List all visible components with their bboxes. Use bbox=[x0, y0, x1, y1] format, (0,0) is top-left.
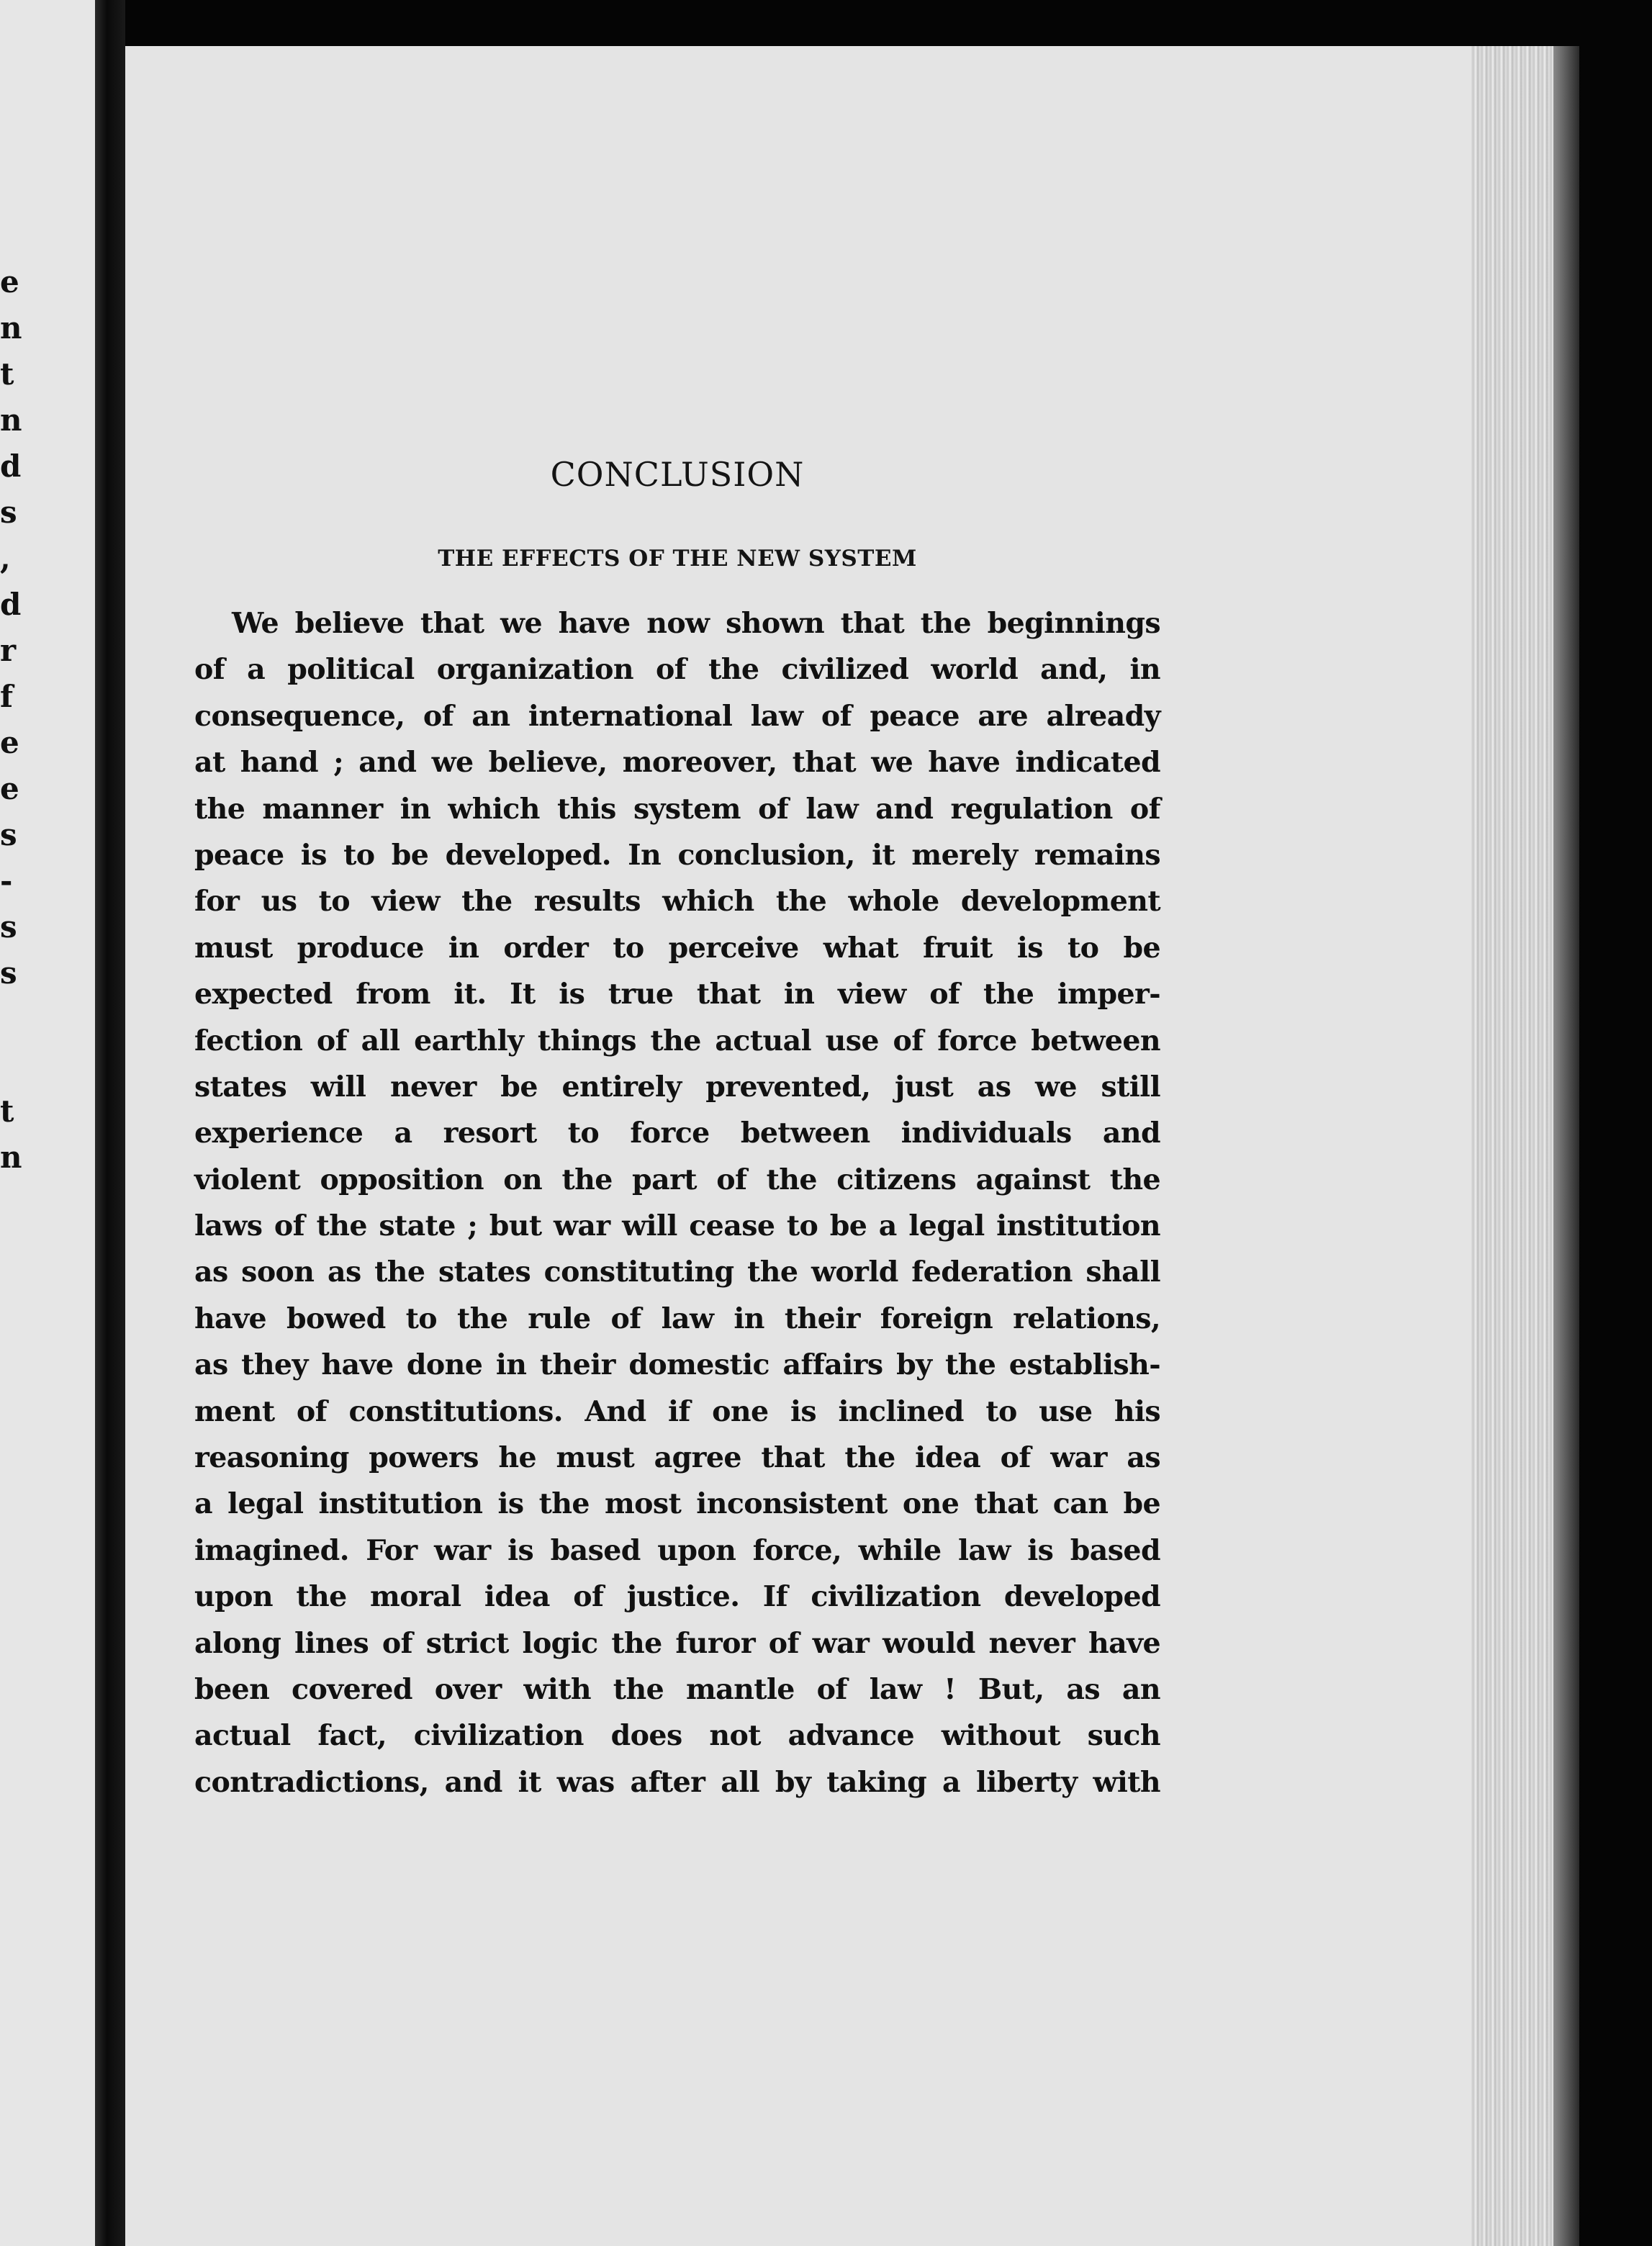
text-line: as soon as the states constituting the world federation shall bbox=[194, 1255, 1160, 1289]
facing-letter: s bbox=[0, 909, 17, 944]
text-line: must produce in order to perceive what fruit is to be bbox=[194, 931, 1160, 965]
text-line: along lines of strict logic the furor of war would never have bbox=[194, 1626, 1160, 1660]
text-line: upon the moral idea of justice. If civilization developed bbox=[194, 1580, 1160, 1614]
text-line: reasoning powers he must agree that the idea of war as bbox=[194, 1441, 1160, 1475]
facing-letter: s bbox=[0, 817, 17, 852]
text-line: a legal institution is the most inconsistent one that can be bbox=[194, 1487, 1160, 1521]
chapter-subtitle: THE EFFECTS OF THE NEW SYSTEM bbox=[438, 546, 917, 572]
text-line: experience a resort to force between individuals and bbox=[194, 1117, 1160, 1150]
text-line: violent opposition on the part of the citizens against the bbox=[194, 1163, 1160, 1196]
book-gutter bbox=[95, 0, 125, 2246]
text-line: the manner in which this system of law and regulation of bbox=[194, 792, 1160, 826]
facing-letter: e bbox=[0, 725, 19, 760]
facing-letter bbox=[0, 996, 43, 1042]
facing-letter: - bbox=[0, 863, 13, 898]
facing-letter: n bbox=[0, 1140, 22, 1175]
text-line: states will never be entirely prevented, just as we still bbox=[194, 1070, 1160, 1104]
facing-letter: s bbox=[0, 955, 17, 991]
text-line: have bowed to the rule of law in their foreign relations, bbox=[194, 1302, 1160, 1335]
facing-letter: d bbox=[0, 448, 22, 484]
facing-letter: r bbox=[0, 633, 17, 668]
text-line: peace is to be developed. In conclusion, it merely remains bbox=[194, 838, 1160, 872]
facing-letter: f bbox=[0, 679, 14, 714]
scan-top-border bbox=[125, 0, 1579, 46]
facing-letter: e bbox=[0, 264, 19, 299]
facing-letter: n bbox=[0, 310, 22, 346]
text-line: consequence, of an international law of peace are already bbox=[194, 699, 1160, 733]
text-line: of a political organization of the civilized world and, in bbox=[194, 653, 1160, 687]
facing-letter: e bbox=[0, 771, 19, 806]
text-line: contradictions, and it was after all by taking a liberty with bbox=[194, 1765, 1160, 1799]
text-line: ment of constitutions. And if one is inclined to use his bbox=[194, 1394, 1160, 1428]
text-line: actual fact, civilization does not advance without such bbox=[194, 1719, 1160, 1753]
scan-right-border bbox=[1579, 0, 1652, 2246]
facing-letter: s bbox=[0, 495, 17, 530]
body-paragraph bbox=[194, 600, 1160, 1805]
text-line: fection of all earthly things the actual use of force between bbox=[194, 1024, 1160, 1057]
text-line: at hand ; and we believe, moreover, that we have indicated bbox=[194, 746, 1160, 780]
text-line: as they have done in their domestic affairs by the establish- bbox=[194, 1348, 1160, 1382]
facing-letter: t bbox=[0, 356, 14, 392]
text-line: imagined. For war is based upon force, while law is based bbox=[194, 1533, 1160, 1567]
text-line: laws of the state ; but war will cease to be a legal institution bbox=[194, 1209, 1160, 1243]
text-line: We believe that we have now shown that the beginnings bbox=[232, 607, 1160, 640]
facing-page-fragment bbox=[0, 0, 95, 2246]
facing-letter bbox=[0, 1042, 43, 1088]
facing-letter: d bbox=[0, 587, 22, 622]
text-line: expected from it. It is true that in view of the imper- bbox=[194, 978, 1160, 1011]
page-edge-stack bbox=[1471, 46, 1579, 2246]
page-content bbox=[194, 452, 1160, 1805]
facing-page-letters bbox=[0, 259, 43, 1181]
facing-letter: t bbox=[0, 1093, 14, 1129]
facing-letter: n bbox=[0, 402, 22, 438]
facing-letter: , bbox=[0, 541, 11, 576]
text-line: been covered over with the mantle of law ! But, as an bbox=[194, 1672, 1160, 1706]
chapter-title: CONCLUSION bbox=[550, 455, 805, 494]
text-line: for us to view the results which the whole development bbox=[194, 885, 1160, 919]
